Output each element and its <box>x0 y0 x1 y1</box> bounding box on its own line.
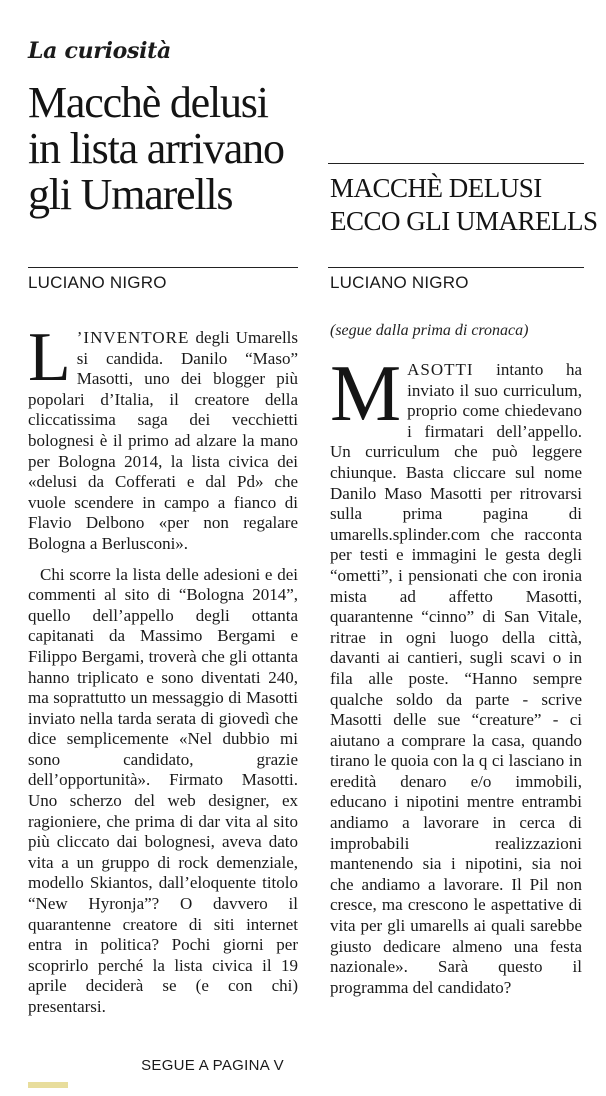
headline-left-line-2: in lista arrivano <box>28 124 284 173</box>
article-body-right <box>330 350 583 998</box>
paragraph-2-left: Chi scorre la lista delle adesioni e dei commenti al sito di “Bologna 2014”, quello dell’appello degli ottanta capitanati da Massimo Bergami e Filippo Bergami, troverà che gli ottanta hanno triplicato e sono diventati 240, ma soprattutto un messaggio di Masotti inviato nella tarda serata di giovedì che dice semplicemente «Nel dubbio mi sono candidato, grazie dell’opportunità». Firmato Masotti. Uno scherzo del web designer, ex ragioniere, che prima di dar vita al sito più cliccato dai bolognesi, aveva dato vita a un gruppo di rock demenziale, modello Skiantos, dall’eloquente titolo “New Hyronja”? O davvero il quarantenne creatore di siti internet entra in politica? Pochi giorni per scoprirlo perché la lista civica il 19 aprile deciderà se (e con chi) presentarsi. <box>28 564 298 1016</box>
byline-left: LUCIANO NIGRO <box>28 273 167 292</box>
dropcap-left: L <box>28 319 71 396</box>
article-body-left <box>28 319 299 1018</box>
lead-text-left: degli Umarells si candida. Danilo “Maso” Masotti, uno dei blogger più popolari d’Italia, il creatore della cliccatissima saga dei vecchietti bolognesi è il primo ad alzare la mano per Bologna 2014, la lista civica dei «delusi da Cofferati e dal Pd» che vuole scendere in campo a fianco di Flavio Delbono «per non regalare Bologna a Berlusconi». <box>28 328 299 553</box>
divider-left <box>28 267 298 268</box>
continued-from-note: (segue dalla prima di cronaca) <box>330 322 529 339</box>
section-kicker: La curiosità <box>28 38 171 64</box>
byline-right: LUCIANO NIGRO <box>330 273 469 292</box>
body-text-right: intanto ha inviato il suo curriculum, proprio come chiedevano i firmatari dell’appello. Un curriculum che può leggere chiunque. Basta cliccare sul nome Danilo Maso Masotti per ritrovarsi sulla prima pagina di umarells.splinder.com che racconta per testi e immagini le gesta degli “ometti”, i pensionati che con ironia mista ad affetto Masotti, quarantenne “cinno” di San Vitale, ritrae in ogni luogo della città, davanti ai cantieri, sugli scavi o in fila alle poste. “Hanno sempre qualche soldo da parte - scrive Masotti delle sue “creature” - ci aiutano a comprare la casa, quando tirano le quoia con la q ci lasciano in eredità denaro e/o immobili, educano i nipotini mentre entrambi andiamo a lavorare in cerca di improbabili realizzazioni mantenendo sia i nipotini, sia noi che andiamo a lavorare. Il Pil non cresce, ma crescono le aspettative di vita per gli umarells ai quali sarebbe giusto dedicare almeno una festa nazionale». Sarà questo il programma del candidato? <box>330 360 583 997</box>
paragraph-lead-left <box>28 319 299 555</box>
paragraph-right <box>330 350 583 998</box>
divider-right-top <box>328 163 584 164</box>
headline-right-line-2: ECCO GLI UMARELLS <box>330 206 598 236</box>
highlight-strip <box>28 1082 68 1088</box>
dropcap-right: M <box>330 350 402 438</box>
lead-smallcaps-right: ASOTTI <box>407 360 474 379</box>
continued-on-page: SEGUE A PAGINA V <box>141 1057 284 1074</box>
headline-right <box>330 172 598 238</box>
divider-right <box>328 267 584 268</box>
headline-left-line-1: Macchè delusi <box>28 78 268 127</box>
headline-left <box>28 80 300 218</box>
headline-right-line-1: MACCHÈ DELUSI <box>330 173 542 203</box>
headline-left-line-3: gli Umarells <box>28 170 233 219</box>
lead-smallcaps-left: ’INVENTORE <box>76 328 190 347</box>
